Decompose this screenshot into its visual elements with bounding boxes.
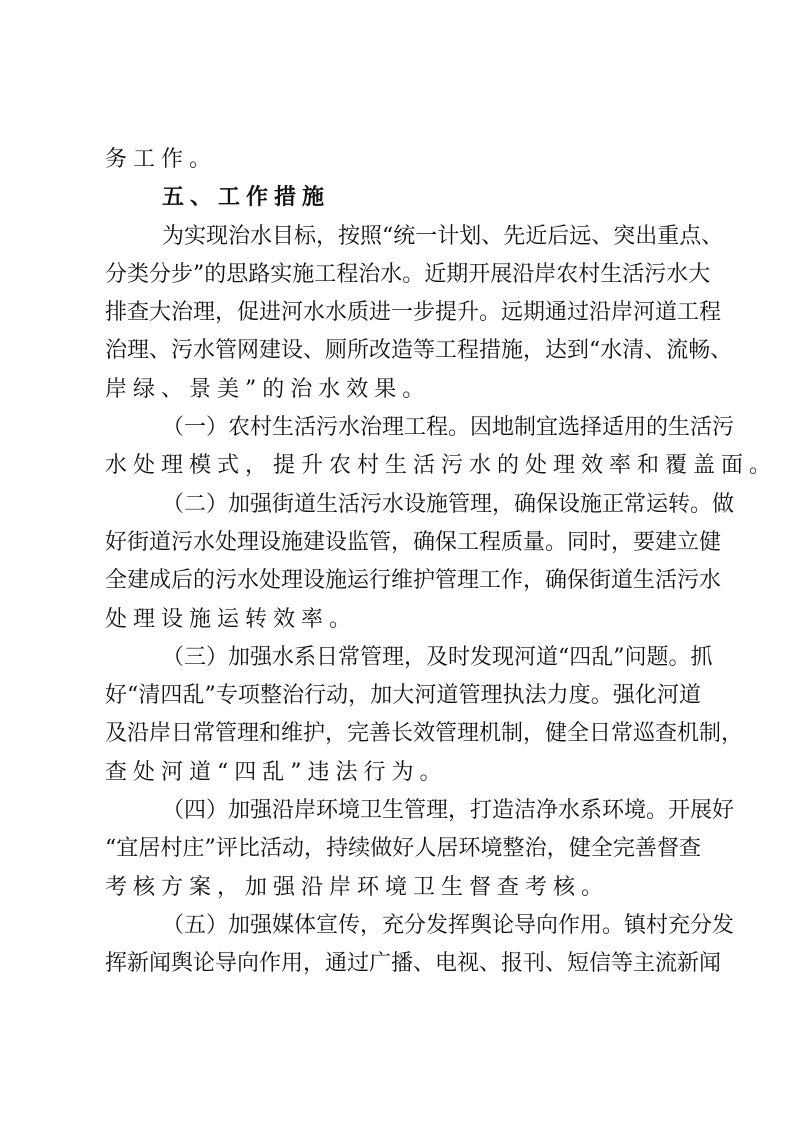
text-line: 排查大治理，促进河水水质进一步提升。远期通过沿岸河道工程 — [105, 300, 722, 326]
text-line: 岸绿、景美”的治水效果。 — [105, 376, 431, 402]
text-line: “宜居村庄”评比活动，持续做好人居环境整治，健全完善督查 — [105, 836, 701, 862]
text-line: （四）加强沿岸环境卫生管理，打造洁净水系环境。开展好 — [162, 798, 735, 824]
text-line: （五）加强媒体宣传，充分发挥舆论导向作用。镇村充分发 — [162, 912, 735, 938]
text-line: 务工作。 — [105, 147, 218, 172]
text-line: 考核方案，加强沿岸环境卫生督查考核。 — [105, 874, 610, 900]
text-line: （二）加强街道生活污水设施管理，确保设施正常运转。做 — [162, 491, 735, 517]
text-line: 查处河道“四乱”违法行为。 — [105, 759, 448, 785]
text-line: （一）农村生活污水治理工程。因地制宜选择适用的生活污 — [162, 415, 735, 441]
text-line: 挥新闻舆论导向作用，通过广播、电视、报刊、短信等主流新闻 — [105, 951, 722, 977]
text-line: 处理设施运转效率。 — [105, 606, 358, 632]
text-line: 好“清四乱”专项整治行动，加大河道管理执法力度。强化河道 — [105, 683, 701, 709]
text-line: 为实现治水目标，按照“统一计划、先近后远、突出重点、 — [162, 223, 724, 249]
text-line: （三）加强水系日常管理，及时发现河道“四乱”问题。抓 — [162, 644, 713, 670]
section-heading: 五、工作措施 — [162, 185, 331, 211]
text-line: 水处理模式，提升农村生活污水的处理效率和覆盖面。 — [105, 453, 778, 479]
text-line: 治理、污水管网建设、厕所改造等工程措施，达到“水清、流畅、 — [105, 338, 733, 364]
text-line: 及沿岸日常管理和维护，完善长效管理机制，健全日常巡查机制， — [105, 721, 744, 747]
text-line: 全建成后的污水处理设施运行维护管理工作，确保街道生活污水 — [105, 568, 722, 594]
document-page — [105, 141, 778, 984]
text-line: 分类分步”的思路实施工程治水。近期开展沿岸农村生活污水大 — [105, 261, 711, 287]
text-line: 好街道污水处理设施建设监管，确保工程质量。同时，要建立健 — [105, 529, 722, 555]
